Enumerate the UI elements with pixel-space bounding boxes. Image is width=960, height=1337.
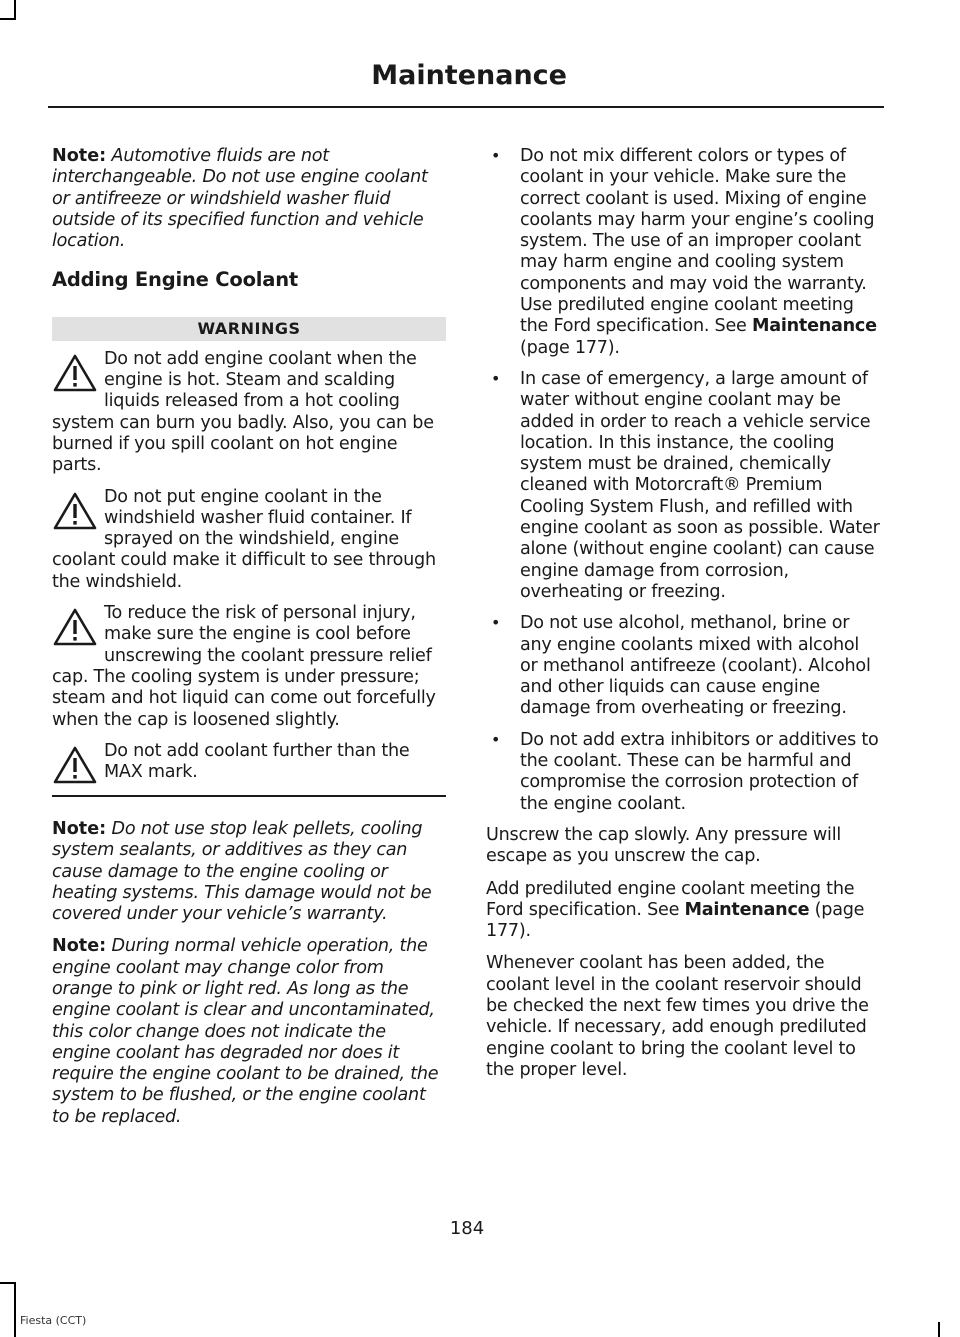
list-item: • Do not mix different colors or types of coolant in your vehicle. Make sure the correct coolant is used. Mixing of engine coolants may harm your engine’s cooling system. The use of an improper coolant may harm engine and cooling system components and may void the warranty. Use prediluted engine coolant meeting the Ford specification. See Maintenance (page 177).: [491, 146, 877, 358]
bullet-icon: •: [491, 368, 501, 388]
crop-mark: [938, 1322, 940, 1337]
crop-mark: [14, 0, 16, 20]
warning-item: Do not add coolant further than the MAX mark.: [52, 741, 446, 784]
footer-model: Fiesta (CCT): [20, 1314, 87, 1327]
list-item: • Do not use alcohol, methanol, brine or any engine coolants mixed with alcohol or methanol antifreeze (coolant). Alcohol and other liquids can cause engine damage from overheating or freezing.: [491, 613, 871, 719]
page-header-title: Maintenance: [371, 60, 567, 91]
warning-item: To reduce the risk of personal injury, make sure the engine is cool before unscrewing the coolant pressure relief cap. The cooling system is under pressure; steam and hot liquid can come out forcefully when the cap is loosened slightly.: [52, 603, 436, 730]
list-item: • Do not add extra inhibitors or additives to the coolant. These can be harmful and compromise the corrosion protection of the engine coolant.: [491, 729, 879, 814]
warning-triangle-icon: [52, 607, 100, 649]
maintenance-link[interactable]: Maintenance: [684, 899, 810, 920]
warnings-heading: WARNINGS: [52, 317, 446, 341]
crop-mark: [14, 1282, 16, 1337]
note-color-change: Note: During normal vehicle operation, the engine coolant may change color from orange to pink or light red. As long as the engine coolant is clear and uncontaminated, this color change does not indicate the engine coolant has degraded nor does it require the engine coolant to be drained, the system to be flushed, or the engine coolant to be replaced.: [52, 936, 439, 1127]
paragraph-unscrew-cap: Unscrew the cap slowly. Any pressure will escape as you unscrew the cap.: [486, 824, 841, 867]
list-item: • In case of emergency, a large amount of water without engine coolant may be added in order to reach a vehicle service location. In this instance, the cooling system must be drained, chemically cleaned with Motorcraft® Premium Cooling System Flush, and refilled with engine coolant as soon as possible. Water alone (without engine coolant) can cause engine damage from corrosion, overheating or freezing.: [491, 368, 880, 602]
crop-mark: [0, 18, 16, 20]
note-fluids: Note: Automotive fluids are not interchangeable. Do not use engine coolant or antifreeze or windshield washer fluid outside of its specified function and vehicle location.: [52, 146, 428, 252]
crop-mark: [0, 1282, 16, 1284]
warning-triangle-icon: [52, 745, 100, 787]
warnings-box: [52, 317, 446, 797]
paragraph-check-level: Whenever coolant has been added, the coolant level in the coolant reservoir should be checked the next few times you drive the vehicle. If necessary, add enough prediluted engine coolant to bring the coolant level to the proper level.: [486, 953, 869, 1080]
right-column: [486, 146, 880, 1092]
bullet-icon: •: [491, 146, 501, 165]
warning-item: Do not add engine coolant when the engine is hot. Steam and scalding liquids released from a hot cooling system can burn you badly. Also, you can be burned if you spill coolant on hot engine parts.: [52, 348, 434, 476]
paragraph-add-coolant: Add prediluted engine coolant meeting the Ford specification. See Maintenance (page 177).: [486, 878, 865, 942]
left-column: [52, 146, 446, 1139]
bullet-icon: •: [491, 729, 501, 749]
warning-triangle-icon: [52, 491, 100, 533]
bullet-icon: •: [491, 613, 501, 633]
maintenance-link[interactable]: Maintenance: [751, 316, 877, 337]
coolant-bullet-list: [486, 146, 880, 815]
warnings-divider: [52, 795, 446, 797]
warning-item: Do not put engine coolant in the windshield washer fluid container. If sprayed on the windshield, engine coolant could make it difficult to see through the windshield.: [52, 486, 436, 592]
header-divider: [48, 106, 884, 108]
page-number: 184: [449, 1218, 485, 1239]
note-stop-leak: Note: Do not use stop leak pellets, cooling system sealants, or additives as they can cause damage to the engine cooling or heating systems. This damage would not be covered under your vehicle’s warranty.: [52, 818, 432, 925]
section-title: Adding Engine Coolant: [52, 268, 299, 292]
warning-triangle-icon: [52, 353, 100, 395]
